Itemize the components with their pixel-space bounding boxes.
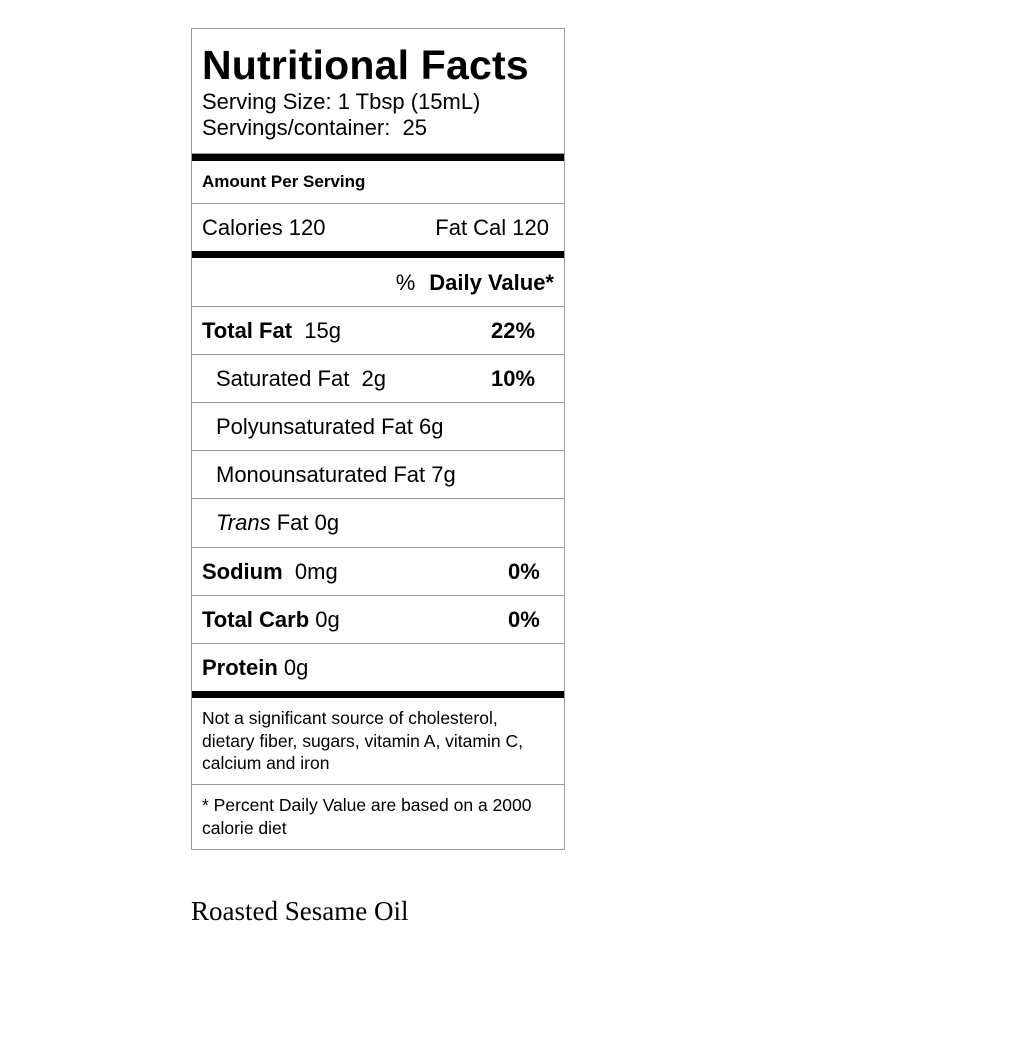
fat-calories: Fat Cal 120 (435, 215, 549, 240)
daily-value-header (192, 258, 564, 307)
daily-value-label: Daily Value* (429, 270, 554, 295)
polyunsaturated-fat-row (192, 403, 564, 451)
total-fat-amount: 15g (304, 318, 341, 343)
protein-amount: 0g (283, 655, 309, 680)
product-caption: Roasted Sesame Oil (191, 896, 409, 926)
serving-size: Serving Size: 1 Tbsp (15mL) (202, 89, 481, 114)
saturated-fat-row (192, 355, 564, 403)
monounsaturated-fat: Monounsaturated Fat 7g (216, 462, 456, 487)
nutrition-label (191, 28, 565, 850)
thick-divider (192, 154, 564, 161)
calories-row (192, 204, 564, 251)
daily-value-footnote: * Percent Daily Value are based on a 2000 calorie diet (202, 795, 532, 838)
total-carb-name: Total Carb (202, 607, 310, 632)
label-title: Nutritional Facts (202, 42, 529, 88)
polyunsaturated-fat: Polyunsaturated Fat 6g (216, 414, 444, 439)
saturated-fat-name: Saturated Fat (216, 366, 350, 391)
amount-per-serving: Amount Per Serving (192, 161, 564, 204)
protein-row (192, 644, 564, 691)
total-carb-amount: 0g (315, 607, 340, 632)
sodium-row (192, 548, 564, 596)
trans-fat-name: Trans (216, 510, 271, 535)
trans-fat-row (192, 499, 564, 548)
total-carb-percent: 0% (508, 607, 540, 632)
calories: Calories 120 (202, 215, 326, 240)
trans-fat-rest: Fat 0g (270, 510, 340, 535)
saturated-fat-percent: 10% (491, 366, 536, 391)
thick-divider (192, 691, 564, 698)
total-fat-name: Total Fat (202, 318, 293, 343)
protein-name: Protein (202, 655, 278, 680)
saturated-fat-amount: 2g (361, 366, 387, 391)
sodium-name: Sodium (202, 559, 283, 584)
total-fat-row (192, 307, 564, 355)
daily-value-percent-sign: % (395, 270, 416, 295)
thick-divider (192, 251, 564, 258)
monounsaturated-fat-row (192, 451, 564, 499)
sodium-percent: 0% (508, 559, 540, 584)
sodium-amount: 0mg (294, 559, 338, 584)
total-carb-row (192, 596, 564, 644)
not-significant-note: Not a significant source of cholesterol, dietary fiber, sugars, vitamin A, vitamin C, calcium and iron (192, 698, 564, 785)
label-header (192, 29, 564, 154)
servings-per-container: Servings/container: 25 (202, 115, 428, 140)
total-fat-percent: 22% (491, 318, 536, 343)
